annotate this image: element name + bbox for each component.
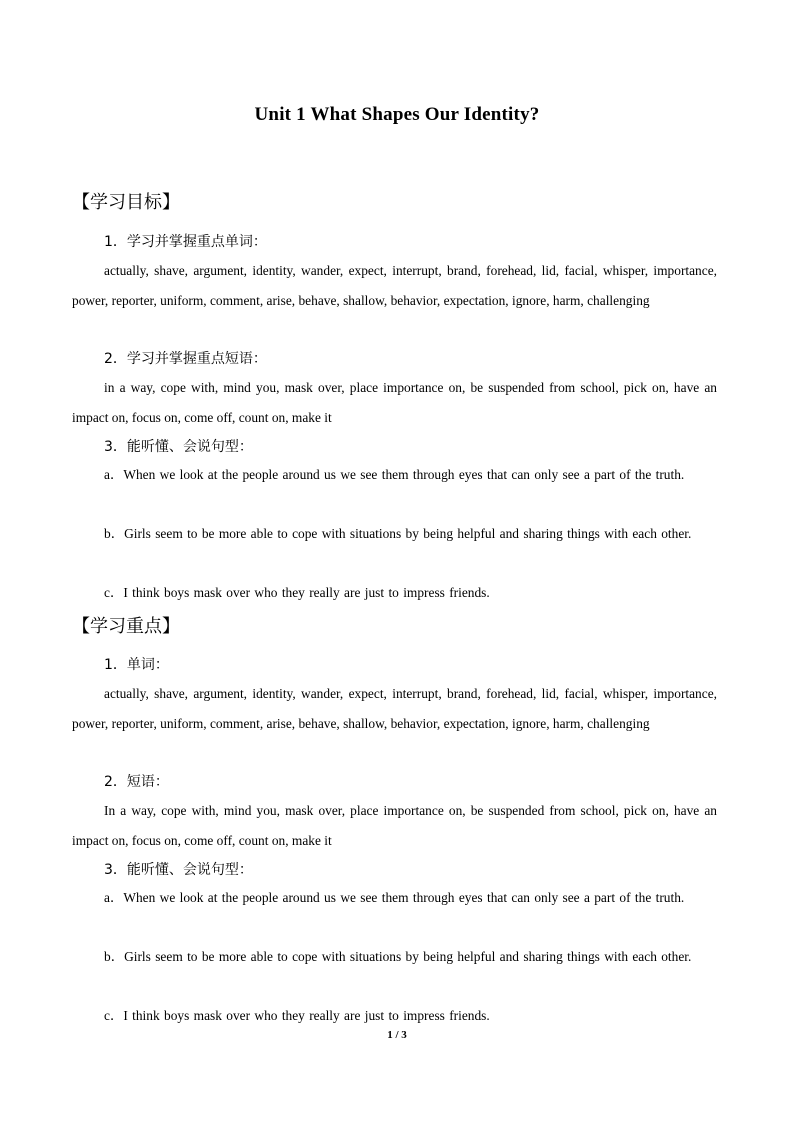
goals-sentence-a: a．When we look at the people around us we see them through eyes that can only see a part of the truth. bbox=[104, 467, 685, 482]
goals-sentences-heading: 3．能听懂、会说句型： bbox=[104, 439, 253, 455]
focus-words-heading: 1．单词： bbox=[104, 657, 169, 673]
goals-phrases-list: in a way, cope with, mind you, mask over, place importance on, be suspended from school, pick on, have an impact on, focus on, come off, count on, make it bbox=[72, 380, 717, 425]
section-heading-goals: 【学习目标】 bbox=[72, 192, 180, 213]
focus-sentence-b: b．Girls seem to be more able to cope with situations by being helpful and sharing things with each other. bbox=[104, 949, 692, 964]
goals-sentence-c: c．I think boys mask over who they really are just to impress friends. bbox=[104, 585, 490, 600]
goals-words-list: actually, shave, argument, identity, wander, expect, interrupt, brand, forehead, lid, facial, whisper, importance, power, reporter, uniform, comment, arise, behave, shallow, behavior, expectation, ignore, harm, challenging bbox=[72, 263, 717, 308]
focus-sentences-heading: 3．能听懂、会说句型： bbox=[104, 862, 253, 878]
goals-phrases-heading: 2．学习并掌握重点短语： bbox=[104, 351, 267, 367]
focus-phrases-heading: 2．短语： bbox=[104, 774, 169, 790]
goals-sentence-b: b．Girls seem to be more able to cope with situations by being helpful and sharing things with each other. bbox=[104, 526, 692, 541]
focus-sentence-a: a．When we look at the people around us we see them through eyes that can only see a part of the truth. bbox=[104, 890, 685, 905]
focus-phrases-list: In a way, cope with, mind you, mask over, place importance on, be suspended from school, pick on, have an impact on, focus on, come off, count on, make it bbox=[72, 803, 717, 848]
focus-words-list: actually, shave, argument, identity, wander, expect, interrupt, brand, forehead, lid, facial, whisper, importance, power, reporter, uniform, comment, arise, behave, shallow, behavior, expectation, ignore, harm, challenging bbox=[72, 686, 717, 731]
page-title: Unit 1 What Shapes Our Identity? bbox=[254, 104, 540, 125]
focus-sentence-c: c．I think boys mask over who they really are just to impress friends. bbox=[104, 1008, 490, 1023]
goals-words-heading: 1．学习并掌握重点单词： bbox=[104, 234, 267, 250]
section-heading-focus: 【学习重点】 bbox=[72, 616, 180, 637]
page-number: 1 / 3 bbox=[387, 1029, 407, 1041]
